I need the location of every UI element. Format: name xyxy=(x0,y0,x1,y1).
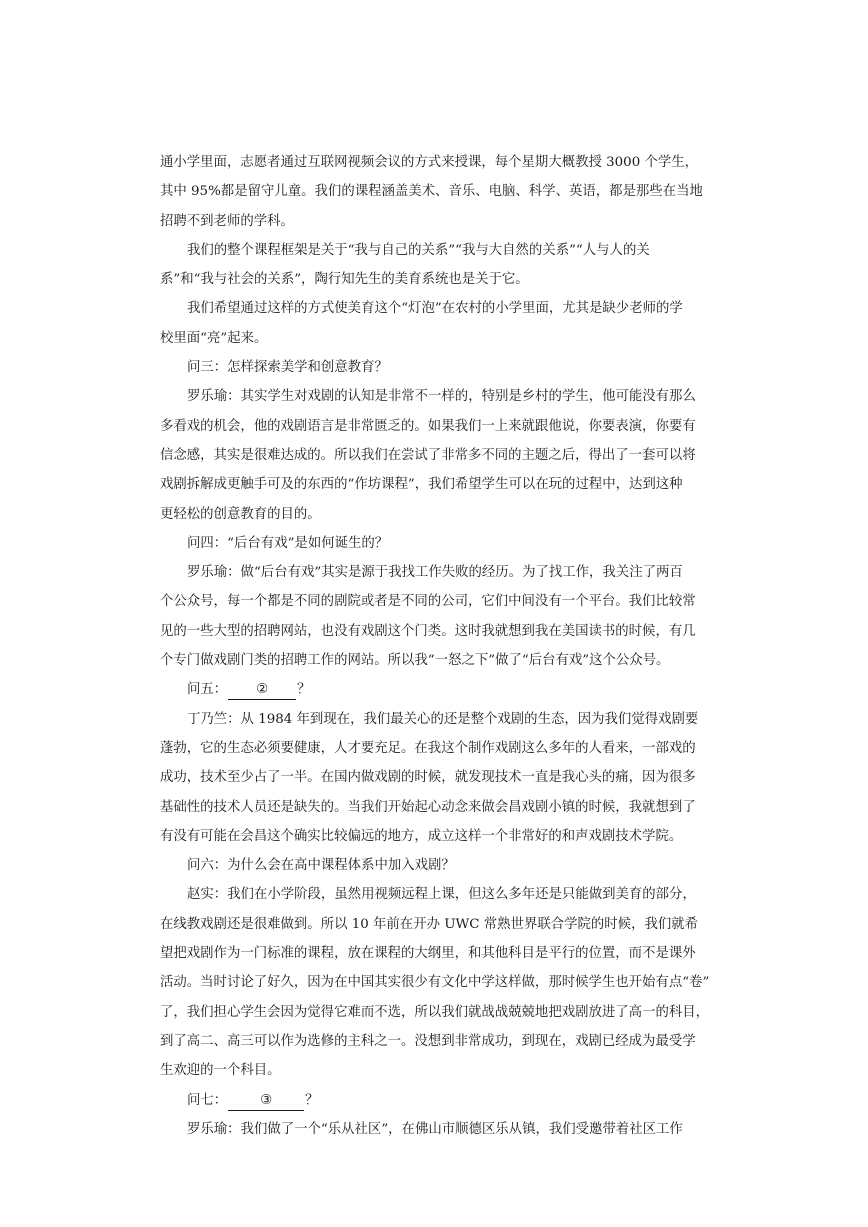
paragraph-line: 基础性的技术人员还是缺失的。当我们开始起心动念来做会昌戏剧小镇的时候，我就想到了 xyxy=(160,799,696,815)
paragraph-line: 个专门做戏剧门类的招聘工作的网站。所以我“一怒之下”做了“后台有戏”这个公众号。 xyxy=(160,653,670,669)
article-body xyxy=(160,148,710,1144)
paragraph-line: 了，我们担心学生会因为觉得它难而不选，所以我们就战战兢兢地把戏剧放进了高一的科目， xyxy=(160,1004,710,1020)
fill-blank-3: ③ xyxy=(228,1092,304,1111)
paragraph-line: 信念感，其实是很难达成的。所以我们在尝试了非常多不同的主题之后，得出了一套可以将 xyxy=(160,447,696,463)
paragraph-line: 生欢迎的一个科目。 xyxy=(160,1063,281,1079)
paragraph-line: 罗乐瑜：其实学生对戏剧的认知是非常不一样的，特别是乡村的学生，他可能没有那么 xyxy=(187,389,696,405)
paragraph-line: 望把戏剧作为一门标准的课程，放在课程的大纲里，和其他科目是平行的位置，而不是课外 xyxy=(160,946,696,962)
paragraph-line: 到了高二、高三可以作为选修的主科之一。没想到非常成功，到现在，戏剧已经成为最受学 xyxy=(160,1033,696,1049)
paragraph-line: 更轻松的创意教育的目的。 xyxy=(160,506,321,522)
paragraph-line: 通小学里面，志愿者通过互联网视频会议的方式来授课，每个星期大概教授 3000 个学生， xyxy=(160,155,699,170)
question-five-prefix: 问五： xyxy=(187,682,228,698)
paragraph-line: 招聘不到老师的学科。 xyxy=(160,213,294,229)
question-seven-suffix: ？ xyxy=(305,1092,319,1108)
paragraph-line: 其中 95%都是留守儿童。我们的课程涵盖美术、音乐、电脑、科学、英语，都是那些在当地 xyxy=(160,184,703,200)
paragraph-line: 我们的整个课程框架是关于“我与自己的关系”“我与大自然的关系”“人与人的关 xyxy=(187,242,650,258)
paragraph-line: 丁乃竺：从 1984 年到现在，我们最关心的还是整个戏剧的生态，因为我们觉得戏剧要 xyxy=(187,711,699,727)
fill-blank-2: ② xyxy=(228,681,296,700)
question-five-suffix: ？ xyxy=(297,682,311,698)
paragraph-line: 蓬勃，它的生态必须要健康，人才要充足。在我这个制作戏剧这么多年的人看来，一部戏的 xyxy=(160,740,696,756)
paragraph-line: 个公众号，每一个都是不同的剧院或者是不同的公司，它们中间没有一个平台。我们比较常 xyxy=(160,594,696,610)
paragraph-line: 活动。当时讨论了好久，因为在中国其实很少有文化中学这样做，那时候学生也开始有点“卷” xyxy=(160,975,710,991)
paragraph-line: 罗乐瑜：我们做了一个“乐从社区”，在佛山市顺德区乐从镇，我们受邀带着社区工作 xyxy=(187,1121,683,1137)
paragraph-line: 我们希望通过这样的方式使美育这个“灯泡”在农村的小学里面，尤其是缺少老师的学 xyxy=(187,301,683,317)
paragraph-line: 成功，技术至少占了一半。在国内做戏剧的时候，就发现技术一直是我心头的痛，因为很多 xyxy=(160,770,696,786)
paragraph-line: 罗乐瑜：做“后台有戏”其实是源于我找工作失败的经历。为了找工作，我关注了两百 xyxy=(187,565,683,581)
paragraph-line: 见的一些大型的招聘网站，也没有戏剧这个门类。这时我就想到我在美国读书的时候，有几 xyxy=(160,623,696,639)
question-seven-prefix: 问七： xyxy=(187,1092,228,1108)
question-heading: 问六：为什么会在高中课程体系中加入戏剧？ xyxy=(187,858,455,874)
paragraph-line: 系”和“我与社会的关系”，陶行知先生的美育系统也是关于它。 xyxy=(160,272,529,288)
paragraph-line: 多看戏的机会，他的戏剧语言是非常匮乏的。如果我们一上来就跟他说，你要表演，你要有 xyxy=(160,418,696,434)
paragraph-line: 有没有可能在会昌这个确实比较偏远的地方，成立这样一个非常好的和声戏剧技术学院。 xyxy=(160,828,683,844)
question-five xyxy=(160,675,710,704)
paragraph-line: 在线教戏剧还是很难做到。所以 10 年前在开办 UWC 常熟世界联合学院的时候，我们就希 xyxy=(160,916,699,932)
paragraph-line: 校里面“亮”起来。 xyxy=(160,330,268,346)
paragraph-line: 赵实：我们在小学阶段，虽然用视频远程上课，但这么多年还是只能做到美育的部分， xyxy=(187,887,696,903)
question-heading: 问三：怎样探索美学和创意教育？ xyxy=(187,360,388,376)
question-seven xyxy=(160,1086,710,1115)
paragraph-line: 戏剧拆解成更触手可及的东西的“作坊课程”，我们希望学生可以在玩的过程中，达到这种 xyxy=(160,477,683,493)
question-heading: 问四：“后台有戏”是如何诞生的？ xyxy=(187,535,389,551)
